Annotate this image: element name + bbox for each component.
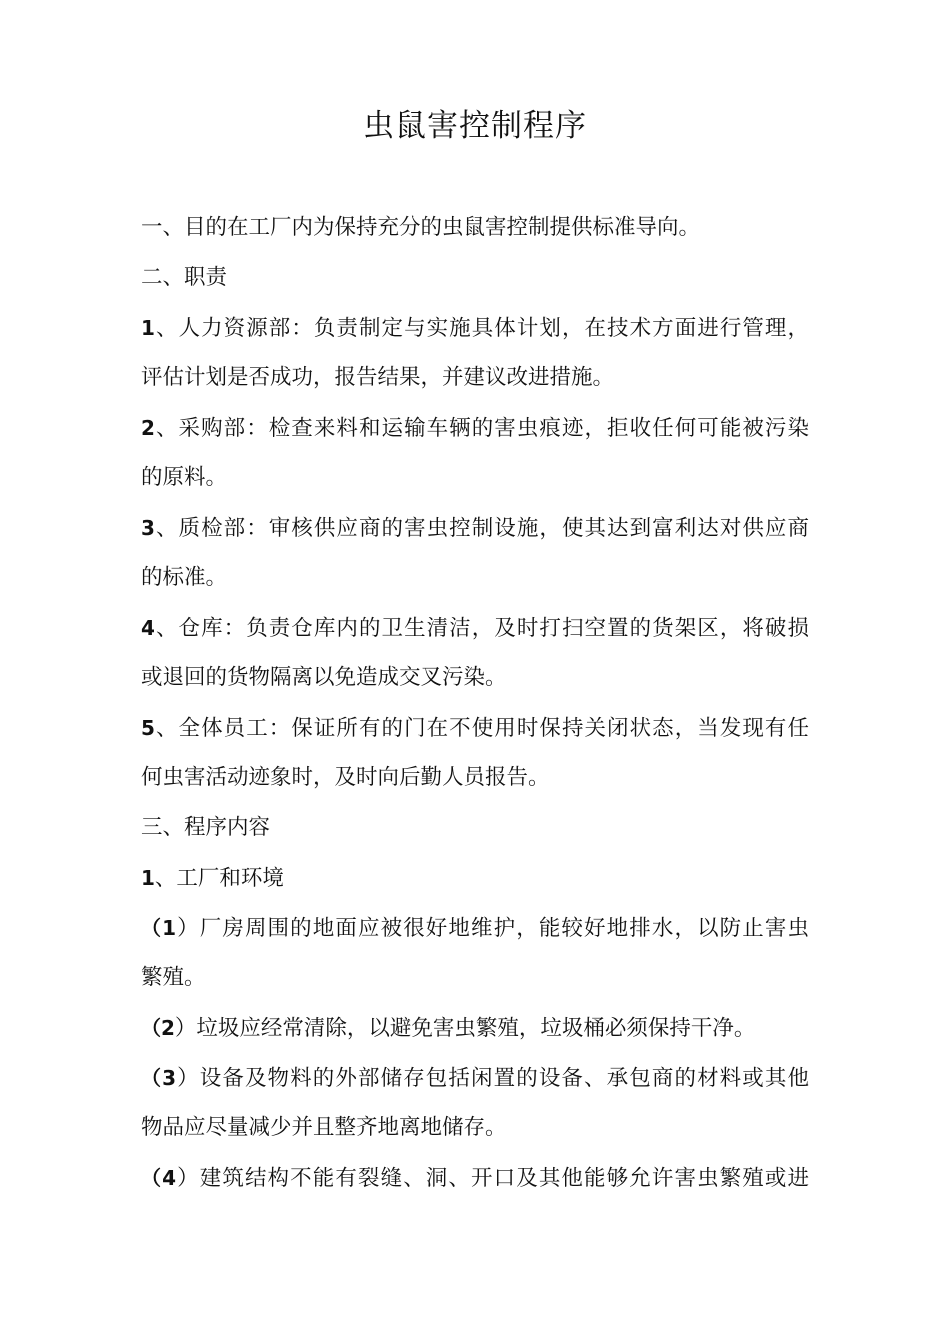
line-number: （4 <box>141 1166 177 1190</box>
line-text: 或退回的货物隔离以免造成交叉污染。 <box>141 665 507 690</box>
document-line <box>141 403 809 453</box>
document-line <box>141 1053 809 1103</box>
line-text: 评估计划是否成功，报告结果，并建议改进措施。 <box>141 365 615 390</box>
document-line <box>141 553 809 603</box>
line-number: 4 <box>141 616 155 640</box>
document-line <box>141 253 809 303</box>
line-text: 、工厂和环境 <box>154 866 284 891</box>
line-text: ）垃圾应经常清除，以避免害虫繁殖，垃圾桶必须保持干净。 <box>174 1016 756 1041</box>
line-number: 2 <box>141 416 155 440</box>
line-text: 、仓库：负责仓库内的卫生清洁，及时打扫空置的货架区，将破损 <box>154 616 809 641</box>
line-text: ）设备及物料的外部储存包括闲置的设备、承包商的材料或其他 <box>176 1066 809 1091</box>
document-line <box>141 1153 809 1203</box>
line-number: （2 <box>141 1016 175 1040</box>
document-line <box>141 653 809 703</box>
line-text: ）厂房周围的地面应被很好地维护，能较好地排水，以防止害虫 <box>176 916 809 941</box>
line-text: 、质检部：审核供应商的害虫控制设施，使其达到富利达对供应商 <box>154 516 809 541</box>
document-line <box>141 203 809 253</box>
line-text: 一、目的在工厂内为保持充分的虫鼠害控制提供标准导向。 <box>141 215 701 240</box>
document-line <box>141 303 809 353</box>
document-line <box>141 603 809 653</box>
line-text: 繁殖。 <box>141 965 206 990</box>
line-number: 5 <box>141 716 155 740</box>
line-number: 1 <box>141 316 155 340</box>
line-text: 物品应尽量减少并且整齐地离地储存。 <box>141 1115 507 1140</box>
line-text: 、采购部：检查来料和运输车辆的害虫痕迹，拒收任何可能被污染 <box>154 416 809 441</box>
document-line <box>141 803 809 853</box>
line-text: 何虫害活动迹象时，及时向后勤人员报告。 <box>141 765 550 790</box>
line-text: 的原料。 <box>141 465 228 490</box>
document-line <box>141 753 809 803</box>
document-line <box>141 1003 809 1053</box>
line-number: 3 <box>141 516 155 540</box>
document-line <box>141 853 809 903</box>
line-text: 、全体员工：保证所有的门在不使用时保持关闭状态，当发现有任 <box>154 716 809 741</box>
line-text: 三、程序内容 <box>141 815 271 840</box>
line-text: 二、职责 <box>141 265 228 290</box>
line-number: （1 <box>141 916 177 940</box>
line-number: 1 <box>141 866 155 890</box>
document-line <box>141 903 809 953</box>
line-text: ）建筑结构不能有裂缝、洞、开口及其他能够允许害虫繁殖或进 <box>176 1166 809 1191</box>
document-title: 虫鼠害控制程序 <box>363 108 587 144</box>
document-line <box>141 503 809 553</box>
document-line <box>141 1103 809 1153</box>
document-line <box>141 953 809 1003</box>
document-line <box>141 453 809 503</box>
line-text: 的标准。 <box>141 565 228 590</box>
document-body <box>141 203 809 1203</box>
document-line <box>141 353 809 403</box>
line-number: （3 <box>141 1066 177 1090</box>
line-text: 、人力资源部：负责制定与实施具体计划，在技术方面进行管理， <box>154 316 809 341</box>
document-line <box>141 703 809 753</box>
